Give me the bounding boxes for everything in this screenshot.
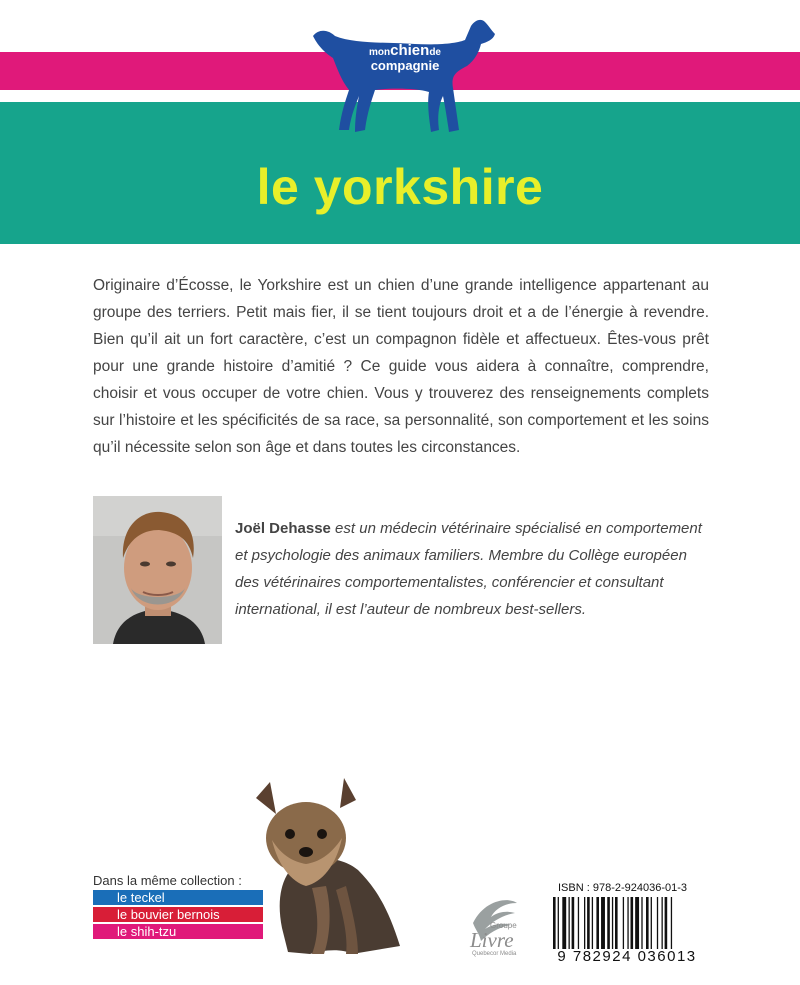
publisher-small: Groupe xyxy=(490,921,517,930)
logo-main: chien xyxy=(390,42,430,59)
author-bio xyxy=(235,515,713,623)
book-description: Originaire d’Écosse, le Yorkshire est un chien d’une grande intelligence appartenant au groupe des terriers. Petit mais fier, il se tient toujours droit et a de l’énergie à revendre. Bien qu’il ait un fort caractère, c’est un compagnon fidèle et affectueux. Êtes-vous prêt pour une grande histoire d’amitié ? Ce guide vous aidera à connaître, comprendre, choisir et vous occuper de votre chien. Vous y trouverez des renseignements complets sur l’histoire et les spécificités de sa race, sa personnalité, son comportement et les soins qu’il nécessite selon son âge et dans toutes les circonstances. xyxy=(93,277,709,456)
dog-logo-icon xyxy=(305,18,495,143)
logo-prefix: mon xyxy=(369,47,391,58)
publisher-main: Livre xyxy=(470,928,514,952)
publisher-sub: Quebecor Media xyxy=(472,951,517,957)
collection-list xyxy=(93,873,263,941)
logo-line2: compagnie xyxy=(370,58,440,73)
isbn-label: ISBN : 978-2-924036-01-3 xyxy=(558,882,688,894)
author-bio-text: est un médecin vétérinaire spécialisé en comportement et psychologie des animaux familiers. Membre du Collège européen des vétérinaires comportementalistes, conférencier et consultant international, il est l’auteur de nombreux best-sellers. xyxy=(235,520,702,618)
collection-item-bouvier-bernois: le bouvier bernois xyxy=(93,907,263,922)
author-name: Joël Dehasse xyxy=(235,520,331,537)
collection-title: Dans la même collection : xyxy=(93,873,242,888)
logo-suffix: de xyxy=(429,47,441,58)
barcode xyxy=(553,897,708,949)
yorkshire-dog-image xyxy=(252,778,402,956)
logo-text xyxy=(345,44,465,72)
collection-item-teckel: le teckel xyxy=(93,890,263,905)
book-title: le yorkshire xyxy=(256,159,544,215)
author-photo xyxy=(93,496,222,644)
collection-item-shih-tzu: le shih-tzu xyxy=(93,924,263,939)
barcode-digits: 9 782924 036013 xyxy=(557,948,697,965)
